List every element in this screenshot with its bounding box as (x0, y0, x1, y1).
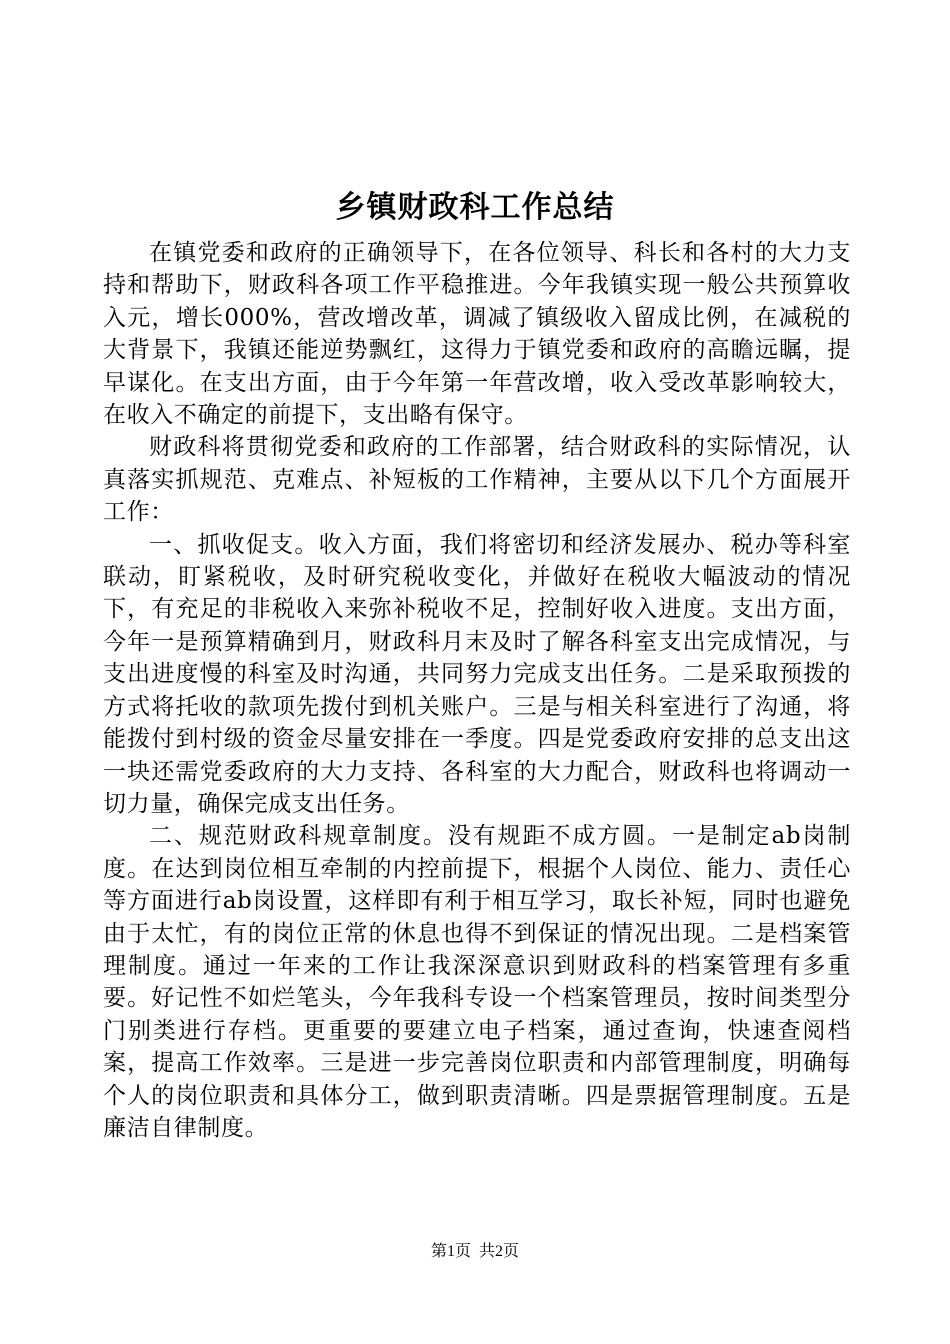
document-body (103, 237, 851, 1144)
page-number: 第1页 (430, 1243, 471, 1260)
paragraph-overview: 财政科将贯彻党委和政府的工作部署，结合财政科的实际情况，认真落实抓规范、克难点、补短板的工作精神，主要从以下几个方面展开工作： (103, 434, 851, 526)
document-title: 乡镇财政科工作总结 (335, 190, 615, 225)
paragraph-section-1: 一、抓收促支。收入方面，我们将密切和经济发展办、税办等科室联动，盯紧税收，及时研究税收变化，并做好在税收大幅波动的情况下，有充足的非税收入来弥补税收不足，控制好收入进度。支出方面，今年一是预算精确到月，财政科月末及时了解各科室支出完成情况，与支出进度慢的科室及时沟通，共同努力完成支出任务。二是采取预拨的方式将托收的款项先拨付到机关账户。三是与相关科室进行了沟通，将能拨付到村级的资金尽量安排在一季度。四是党委政府安排的总支出这一块还需党委政府的大力支持、各科室的大力配合，财政科也将调动一切力量，确保完成支出任务。 (103, 531, 851, 817)
page-footer (0, 1240, 950, 1264)
page-total: 共2页 (479, 1243, 520, 1260)
paragraph-section-2: 二、规范财政科规章制度。没有规距不成方圆。一是制定ab岗制度。在达到岗位相互牵制的内控前提下，根据个人岗位、能力、责任心等方面进行ab岗设置，这样即有利于相互学习，取长补短，同时也避免由于太忙，有的岗位正常的休息也得不到保证的情况出现。二是档案管理制度。通过一年来的工作让我深深意识到财政科的档案管理有多重要。好记性不如烂笔头，今年我科专设一个档案管理员，按时间类型分门别类进行存档。更重要的要建立电子档案，通过查询，快速查阅档案，提高工作效率。三是进一步完善岗位职责和内部管理制度，明确每个人的岗位职责和具体分工，做到职责清晰。四是票据管理制度。五是廉洁自律制度。 (103, 823, 851, 1141)
paragraph-intro: 在镇党委和政府的正确领导下，在各位领导、科长和各村的大力支持和帮助下，财政科各项工作平稳推进。今年我镇实现一般公共预算收入元，增长000%，营改增改革，调减了镇级收入留成比例，在减税的大背景下，我镇还能逆势飘红，这得力于镇党委和政府的高瞻远瞩，提早谋化。在支出方面，由于今年第一年营改增，收入受改革影响较大，在收入不确定的前提下，支出略有保守。 (103, 240, 851, 429)
